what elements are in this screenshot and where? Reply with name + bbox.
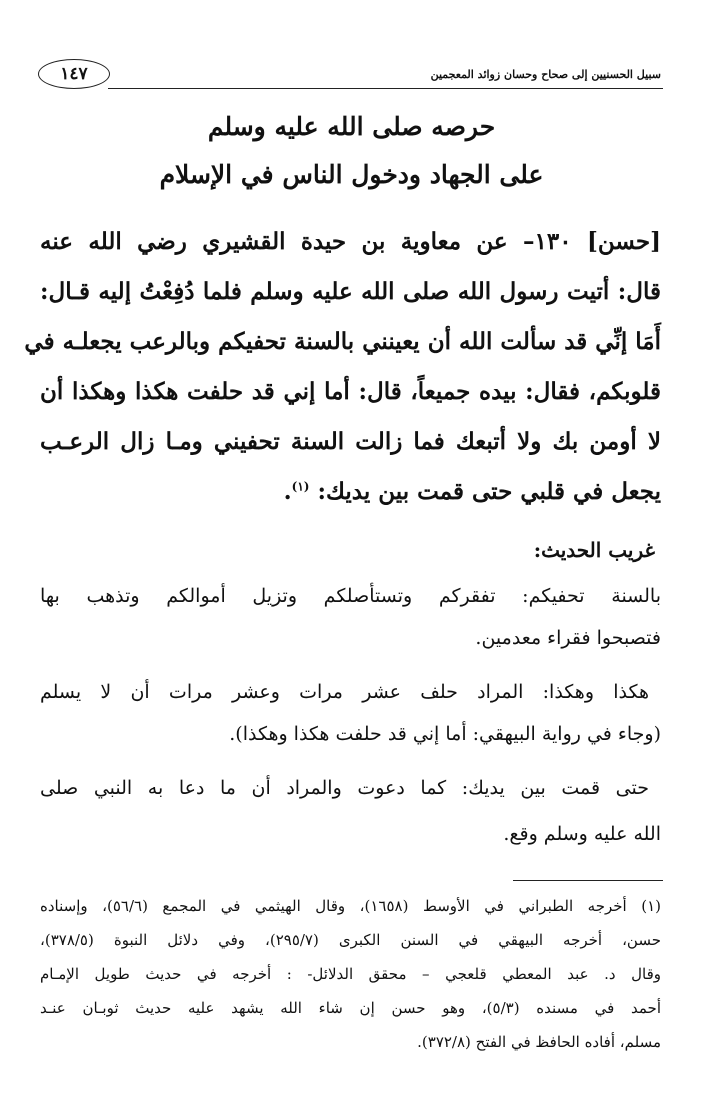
hadith-text xyxy=(24,228,661,528)
footnote-line: حسن، أخرجه البيهقي في السنن الكبرى (٢٩٥/٧)، وفي دلائل النبوة (٣٧٨/٥)، xyxy=(40,931,661,949)
page-number: ١٤٧ xyxy=(38,59,110,89)
gharib-entry-2-line-1: هكذا وهكذا: المراد حلف عشر مرات وعشر مرات أن لا يسلم xyxy=(40,681,649,703)
hadith-line: قلوبكم، فقال: بيده جميعاً، قال: أما إني قد حلفت هكذا وهكذا أن xyxy=(40,378,661,405)
page-header xyxy=(38,56,663,96)
running-title: سبيل الحسنيين إلى صحاح وحسان زوائد المعجمين xyxy=(430,68,661,81)
section-heading: غريب الحديث: xyxy=(533,538,655,562)
chapter-title-line-2: على الجهاد ودخول الناس في الإسلام xyxy=(159,160,544,189)
footnote-line: أحمد في مسنده (٥/٣)، وهو حسن إن شاء الله يشهد عليه حديث ثوبـان عنـد xyxy=(40,999,661,1017)
footnote-rule xyxy=(513,880,663,881)
gharib-entry-2-line-2: (وجاء في رواية البيهقي: أما إني قد حلفت هكذا وهكذا). xyxy=(229,723,661,745)
gharib-entry-1-line-1: بالسنة تحفيكم: تفقركم وتستأصلكم وتزيل أموالكم وتذهب بها xyxy=(40,585,661,607)
footnote-line: (١) أخرجه الطبراني في الأوسط (١٦٥٨)، وقال الهيثمي في المجمع (٥٦/٦)، وإسناده xyxy=(40,897,661,915)
hadith-line-text: يجعل في قلبي حتى قمت بين يديك: xyxy=(309,478,661,505)
hadith-line: أَمَا إنِّي قد سألت الله أن يعينني بالسنة تحفيكم وبالرعب يجعلـه في xyxy=(24,328,661,355)
footnote-line: وقال د. عبد المعطي قلعجي – محقق الدلائل- : أخرجه في حديث طويل الإمـام xyxy=(40,965,661,983)
footnote-marker: (١) xyxy=(291,479,310,494)
chapter-title-line-1: حرصه صلى الله عليه وسلم xyxy=(207,112,496,141)
gharib-entries xyxy=(40,585,661,865)
gharib-entry-1-line-2: فتصبحوا فقراء معدمين. xyxy=(475,627,661,649)
hadith-line: [حسن] ١٣٠– عن معاوية بن حيدة القشيري رضي الله عنه xyxy=(40,228,661,255)
header-rule xyxy=(108,88,663,89)
hadith-line: قال: أتيت رسول الله صلى الله عليه وسلم فلما دُفِعْتُ إليه قـال: xyxy=(40,278,661,305)
hadith-line: لا أومن بك ولا أتبعك فما زالت السنة تحفيني ومـا زال الرعـب xyxy=(40,428,661,455)
gharib-entry-3-line-2: الله عليه وسلم وقع. xyxy=(503,823,661,845)
hadith-end-period: . xyxy=(283,478,292,505)
footnote-line: مسلم، أفاده الحافظ في الفتح (٣٧٢/٨). xyxy=(417,1033,661,1051)
gharib-entry-3-line-1: حتى قمت بين يديك: كما دعوت والمراد أن ما دعا به النبي صلى xyxy=(40,777,649,799)
footnote xyxy=(40,897,661,1077)
hadith-line-last xyxy=(40,478,661,505)
